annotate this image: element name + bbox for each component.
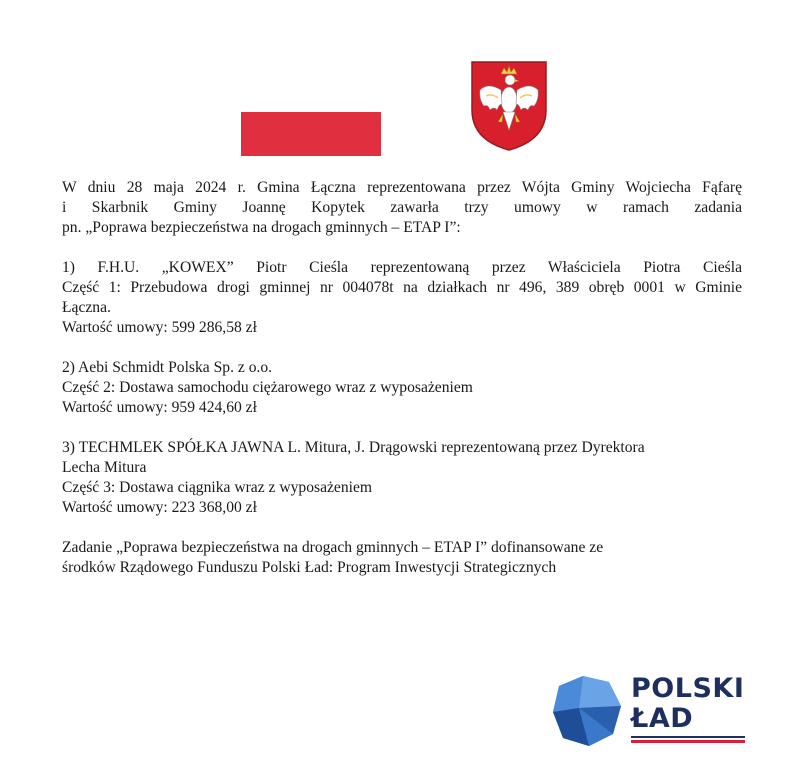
logo-wordmark xyxy=(631,674,744,734)
contract-2-party: 2) Aebi Schmidt Polska Sp. z o.o. xyxy=(62,359,273,376)
contract-1-part: Część 1: Przebudowa drogi gminnej nr 004078t na działkach nr 496, 389 obręb 0001 w Gminie xyxy=(62,279,742,296)
logo-stripe-red xyxy=(631,740,745,743)
contract-1-party: 1) F.H.U. „KOWEX” Piotr Cieśla reprezentowaną przez Właściciela Piotra Cieśla xyxy=(62,259,742,276)
contract-1-value: Wartość umowy: 599 286,58 zł xyxy=(62,319,257,336)
announcement-body xyxy=(62,178,742,578)
contract-2-part: Część 2: Dostawa samochodu ciężarowego wraz z wyposażeniem xyxy=(62,379,473,396)
contract-2-value: Wartość umowy: 959 424,60 zł xyxy=(62,399,257,416)
logo-line-1: POLSKI xyxy=(631,673,745,704)
contract-3-part: Część 3: Dostawa ciągnika wraz z wyposażeniem xyxy=(62,479,373,496)
contract-3-party-cont: Lecha Mitura xyxy=(62,459,147,476)
contract-3-party: 3) TECHMLEK SPÓŁKA JAWNA L. Mitura, J. Drągowski reprezentowaną przez Dyrektora xyxy=(62,439,645,456)
intro-line-2: i Skarbnik Gminy Joannę Kopytek zawarła trzy umowy w ramach zadania xyxy=(62,199,742,216)
intro-line-1: W dniu 28 maja 2024 r. Gmina Łączna reprezentowana przez Wójta Gminy Wojciecha Fąfarę xyxy=(62,179,742,196)
polish-eagle-emblem-icon xyxy=(470,60,548,152)
polski-lad-logo xyxy=(549,672,749,752)
contract-1-part-cont: Łączna. xyxy=(62,299,111,316)
intro-line-3: pn. „Poprawa bezpieczeństwa na drogach gminnych – ETAP I”: xyxy=(62,219,461,236)
contract-3-value: Wartość umowy: 223 368,00 zł xyxy=(62,499,257,516)
flag-of-poland-red xyxy=(241,112,381,156)
funding-note-line-2: środków Rządowego Funduszu Polski Ład: Program Inwestycji Strategicznych xyxy=(62,559,557,576)
polski-lad-shape-icon xyxy=(549,672,627,752)
funding-note-line-1: Zadanie „Poprawa bezpieczeństwa na drogach gminnych – ETAP I” dofinansowane ze xyxy=(62,539,604,556)
logo-line-2: ŁAD xyxy=(631,703,694,734)
